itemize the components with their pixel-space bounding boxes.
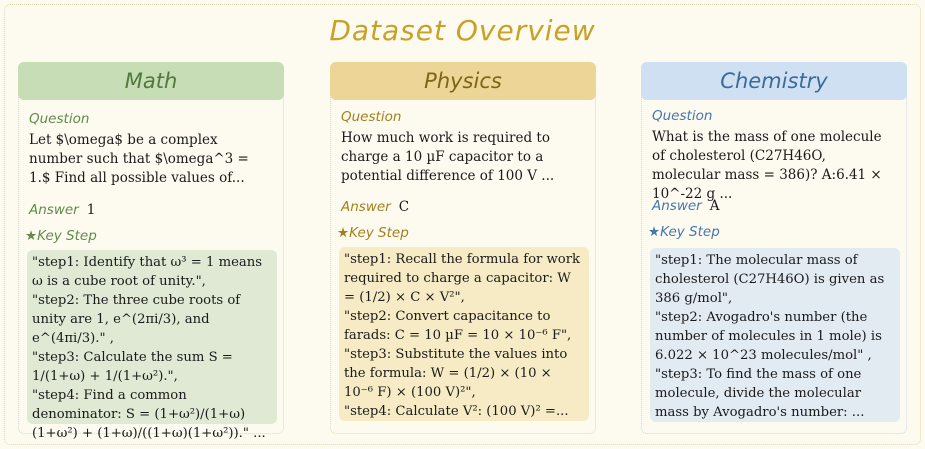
- chemistry-answer-value: A: [709, 198, 720, 214]
- math-key-step-label: ★Key Step: [25, 228, 97, 244]
- physics-question-text: How much work is required to charge a 10 µF capacitor to a potential difference of 100 V ...: [341, 130, 555, 184]
- math-steps-box: [27, 250, 277, 441]
- math-answer-label: Answer: [29, 202, 79, 218]
- math-step: "step3: Calculate the sum S = 1/(1+ω) + 1/(1+ω²).",: [32, 350, 233, 384]
- chemistry-step: "step3: To find the mass of one molecule, divide the molecular mass by Avogadro's number: ...: [655, 367, 865, 420]
- math-step: "step4: Find a common denominator: S = (1+ω²)/(1+ω)(1+ω²) + (1+ω)/((1+ω)(1+ω²))." ...: [32, 388, 266, 441]
- chemistry-step: "step1: The molecular mass of cholesterol (C27H46O) is given as 386 g/mol",: [655, 253, 885, 306]
- chemistry-question-block: [652, 108, 897, 204]
- page-title: Dataset Overview: [329, 14, 596, 47]
- math-step: "step1: Identify that ω³ = 1 means ω is a cube root of unity.",: [32, 255, 263, 289]
- chemistry-question-label: Question: [652, 108, 713, 124]
- math-header: Math: [18, 62, 284, 100]
- physics-steps-box: [339, 247, 589, 421]
- physics-answer-row: [341, 199, 586, 215]
- physics-column: [330, 62, 596, 434]
- physics-header: Physics: [330, 62, 596, 100]
- chemistry-column: [641, 62, 907, 434]
- math-answer-row: [29, 202, 274, 218]
- physics-step: "step3: Substitute the values into the formula: W = (1/2) × (10 × 10⁻⁶ F) × (100 V)²",: [344, 347, 568, 400]
- chemistry-answer-label: Answer: [652, 198, 702, 214]
- math-question-text: Let $\omega$ be a complex number such that $\omega^3 = 1.$ Find all possible values of...: [29, 132, 249, 186]
- physics-question-block: [341, 109, 586, 186]
- physics-step: "step4: Calculate V²: (100 V)² =...: [344, 404, 569, 419]
- physics-step: "step1: Recall the formula for work required to charge a capacitor: W = (1/2) × C × V²",: [344, 252, 581, 305]
- math-question-block: [29, 111, 274, 188]
- math-question-label: Question: [29, 111, 90, 127]
- chemistry-steps-box: [650, 248, 900, 422]
- math-step: "step2: The three cube roots of unity are 1, e^(2πi/3), and e^(4πi/3)." ,: [32, 293, 241, 346]
- chemistry-header: Chemistry: [641, 62, 907, 100]
- physics-answer-value: C: [398, 199, 410, 215]
- physics-key-step-label: ★Key Step: [337, 225, 409, 241]
- physics-step: "step2: Convert capacitance to farads: C = 10 µF = 10 × 10⁻⁶ F",: [344, 309, 572, 343]
- math-column: [18, 62, 284, 441]
- physics-answer-label: Answer: [341, 199, 391, 215]
- chemistry-step: "step2: Avogadro's number (the number of molecules in 1 mole) is 6.022 × 10^23 molecules/mol" ,: [655, 310, 882, 363]
- chemistry-key-step-label: ★Key Step: [648, 224, 720, 240]
- math-answer-value: 1: [86, 202, 96, 218]
- chemistry-question-text: What is the mass of one molecule of cholesterol (C27H46O, molecular mass = 386)? A:6.41 × 10^-22 g ...: [652, 129, 882, 202]
- chemistry-answer-row: [652, 198, 897, 214]
- physics-question-label: Question: [341, 109, 402, 125]
